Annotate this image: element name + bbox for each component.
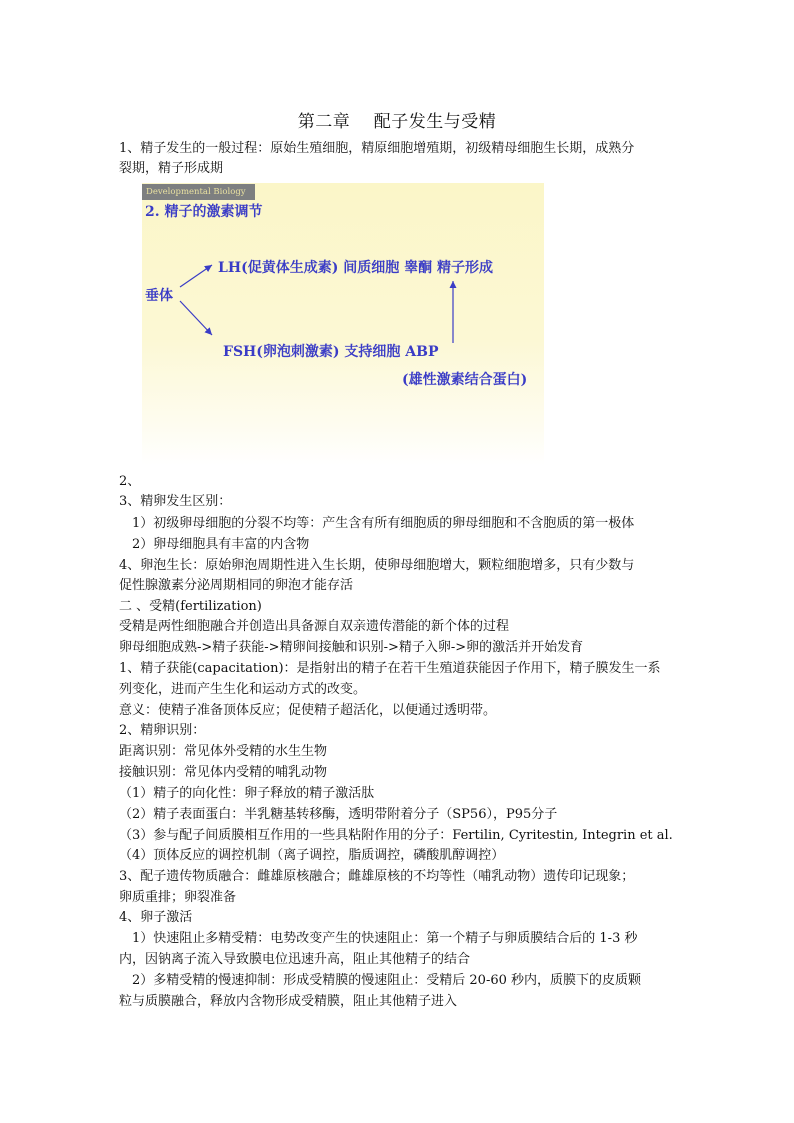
text-line: 4、卵子激活 (119, 910, 193, 925)
text-line: 接触识别：常见体内受精的哺乳动物 (119, 765, 328, 780)
text-line: 4、卵泡生长：原始卵泡周期性进入生长期，使卵母细胞增大，颗粒细胞增多，只有少数与 (119, 558, 635, 573)
figure-pituitary-label: 垂体 (145, 288, 173, 304)
arrow-to-fsh (180, 301, 212, 335)
hormone-regulation-figure (142, 183, 544, 465)
text-line: 距离识别：常见体外受精的水生生物 (119, 744, 328, 759)
figure-arrows (142, 183, 544, 465)
text-line: 促性腺激素分泌周期相同的卵泡才能存活 (119, 578, 354, 593)
text-line: 2、 (119, 474, 141, 489)
text-line: 3、精卵发生区别： (119, 494, 232, 509)
figure-heading: 2. 精子的激素调节 (145, 204, 263, 220)
text-line: 1、精子发生的一般过程：原始生殖细胞，精原细胞增殖期，初级精母细胞生长期，成熟分 (119, 141, 635, 156)
text-line: 裂期，精子形成期 (119, 161, 224, 176)
page-title: 第二章 配子发生与受精 (297, 112, 497, 132)
arrow-to-lh (180, 265, 212, 287)
text-line: 列变化，进而产生生化和运动方式的改变。 (119, 682, 367, 697)
text-line: 内，因钠离子流入导致膜电位迅速升高，阻止其他精子的结合 (119, 952, 471, 967)
text-line: （3）参与配子间质膜相互作用的一些具粘附作用的分子：Fertilin, Cyritestin, Integrin et al. (119, 828, 673, 843)
text-line: 粒与质膜融合，释放内含物形成受精膜，阻止其他精子进入 (119, 994, 458, 1009)
figure-fsh-row: FSH(卵泡刺激素) 支持细胞 ABP (223, 344, 439, 360)
text-line: 3、配子遗传物质融合：雌雄原核融合；雌雄原核的不均等性（哺乳动物）遗传印记现象； (119, 869, 635, 884)
text-line: （2）精子表面蛋白：半乳糖基转移酶，透明带附着分子（SP56），P95分子 (119, 807, 558, 822)
text-line: 2）多精受精的慢速抑制：形成受精膜的慢速阻止：受精后 20-60 秒内，质膜下的皮质颗 (119, 973, 642, 988)
figure-abp-note: (雄性激素结合蛋白) (402, 372, 528, 388)
text-line: 1）初级卵母细胞的分裂不均等：产生含有所有细胞质的卵母细胞和不含胞质的第一极体 (119, 516, 635, 531)
text-line: （4）顶体反应的调控机制（离子调控，脂质调控，磷酸肌醇调控） (119, 848, 505, 863)
text-line: 2、精卵识别： (119, 723, 206, 738)
text-line: 1、精子获能(capacitation)：是指射出的精子在若干生殖道获能因子作用下，精子膜发生一系 (119, 661, 661, 676)
figure-source-tag: Developmental Biology (142, 184, 255, 200)
figure-lh-row: LH(促黄体生成素) 间质细胞 睾酮 精子形成 (218, 260, 493, 276)
text-line: 卵质重排；卵裂准备 (119, 890, 237, 905)
text-line: 2）卵母细胞具有丰富的内含物 (119, 537, 310, 552)
text-line: 卵母细胞成熟->精子获能->精卵间接触和识别->精子入卵->卵的激活并开始发育 (119, 640, 584, 655)
text-line: 受精是两性细胞融合并创造出具备源自双亲遗传潜能的新个体的过程 (119, 619, 510, 634)
text-line: 意义：使精子准备顶体反应；促使精子超活化，以便通过透明带。 (119, 703, 497, 718)
text-line: 1）快速阻止多精受精：电势改变产生的快速阻止：第一个精子与卵质膜结合后的 1-3 秒 (119, 931, 638, 946)
text-line: （1）精子的向化性：卵子释放的精子激活肽 (119, 786, 375, 801)
text-line: 二 、受精(fertilization) (119, 599, 262, 614)
